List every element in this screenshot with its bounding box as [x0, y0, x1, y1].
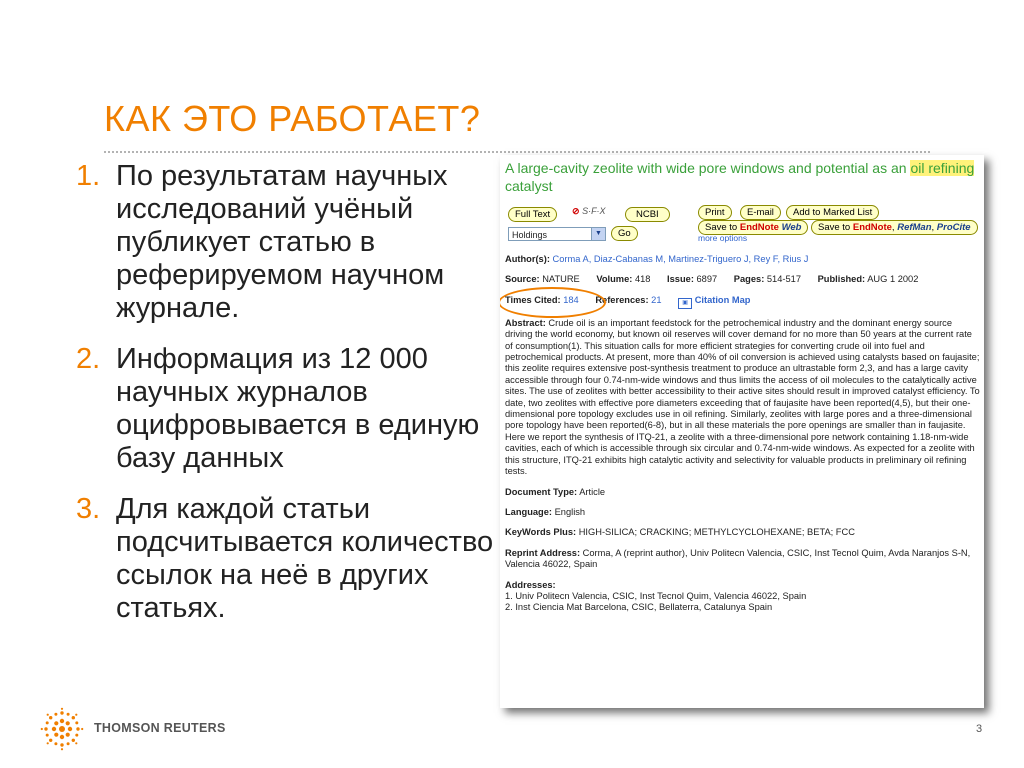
sfx-button[interactable]: [572, 204, 612, 218]
times-cited-link[interactable]: 184: [563, 294, 579, 305]
slide-title: КАК ЭТО РАБОТАЕТ?: [104, 98, 481, 139]
more-options-link[interactable]: more options: [698, 233, 748, 243]
pages-value: 514-517: [766, 274, 802, 285]
bullet-text: По результатам научных исследований учёный публикует статью в реферируемом научном журнале.: [116, 160, 448, 324]
add-to-marked-list-button[interactable]: Add to Marked List: [786, 205, 879, 220]
authors-links[interactable]: Corma A, Diaz-Cabanas M, Martinez-Triguero J, Rey F, Rius J: [552, 254, 809, 264]
volume-label: Volume:: [596, 274, 633, 285]
bullet-number: 2.: [76, 343, 101, 375]
reprint-address-row: [505, 548, 981, 571]
citation-map-link[interactable]: Citation Map: [694, 294, 751, 305]
article-title-text-end: catalyst: [505, 178, 553, 194]
article-title-highlight: oil refining: [910, 160, 975, 176]
document-type-row: [505, 487, 981, 498]
save-to-endnote-refman-procite-button[interactable]: Save to EndNote, RefMan, ProCite: [811, 220, 978, 235]
bullet-list: [76, 160, 496, 643]
web-label: Web: [781, 222, 802, 233]
record-toolbar: [505, 205, 981, 245]
abstract-label: Abstract:: [505, 317, 546, 328]
addresses-label: Addresses:: [505, 579, 556, 590]
language-value: English: [554, 506, 586, 517]
pages-label: Pages:: [733, 274, 765, 285]
language-label: Language:: [505, 506, 553, 517]
citations-row: [505, 295, 981, 309]
holdings-selected-value: Holdings: [512, 230, 548, 240]
sfx-logo-icon: ⊘: [572, 206, 580, 216]
references-label: References:: [595, 294, 649, 305]
bullet-item: [76, 493, 496, 625]
keywords-value: HIGH-SILICA; CRACKING; METHYLCYCLOHEXANE; BETA; FCC: [578, 527, 855, 538]
print-button[interactable]: Print: [698, 205, 732, 220]
brand-name: THOMSON REUTERS: [94, 721, 226, 735]
article-title[interactable]: [505, 159, 981, 195]
bullet-item: [76, 160, 496, 325]
reprint-address-label: Reprint Address:: [505, 547, 581, 558]
abstract-text: Crude oil is an important feedstock for the petrochemical industry and the dominant energy source driving the world economy, but known oil reserves will cover demand for no more than 50 years at the current rate of consumption(1). This situation calls for more efficient strategies for converting crude oil into fuel and petrochemical products. At present, more than 40% of oil conversion is achieved using catalysts based on faujasite; this zeolite requires extensive post-synthesis treatment to produce an ultrastable form 2,3, and has a large cavity accessible through four 0.74-nm-wide windows and thus limits the access of oil molecules to the catalytically active sites. The use of zeolites with better accessibility to their active sites should result in improved catalyst efficiency. To date, two zeolites with effective pore diameters exceeding that of faujasite have been reported(4,5), but their one-dimensional pore topology excludes use in oil refining. Similarly, zeolites with large pores and a three-dimensional pore topology have been reported(6-8), but in all these materials the pore openings are smaller than in faujasite. Here we report the synthesis of ITQ-21, a zeolite with a three-dimensional pore network containing 1.18-nm-wide cavities, each of which is accessible through six circular and 0.74-nm-wide windows. As expected for a zeolite with this structure, ITQ-21 exhibits high catalytic activity and selectivity for valuable products in preliminary oil refining tests.: [505, 317, 980, 477]
refman-label: RefMan: [897, 222, 932, 233]
language-row: [505, 507, 981, 518]
source-row: [505, 274, 981, 285]
bullet-text: Для каждой статьи подсчитывается количество ссылок на неё в других статьях.: [116, 493, 494, 624]
keywords-row: [505, 527, 981, 538]
issue-label: Issue:: [667, 274, 694, 285]
document-type-label: Document Type:: [505, 486, 578, 497]
references-link[interactable]: 21: [651, 294, 662, 305]
save-prefix: Save to: [818, 222, 851, 233]
thomson-reuters-logo-icon: [40, 707, 84, 751]
source-label: Source:: [505, 274, 540, 285]
authors-row: [505, 254, 981, 265]
sfx-label: S·F·X: [582, 206, 606, 216]
article-title-text: A large-cavity zeolite with wide pore windows and potential as an: [505, 160, 907, 176]
times-cited-label: Times Cited:: [505, 294, 561, 305]
endnote-label: EndNote: [739, 222, 779, 233]
addresses-block: [505, 580, 981, 614]
published-value: AUG 1 2002: [867, 274, 919, 285]
record-screenshot: [500, 155, 984, 708]
address-line: 2. Inst Ciencia Mat Barcelona, CSIC, Bellaterra, Catalunya Spain: [505, 602, 773, 613]
procite-label: ProCite: [936, 222, 971, 233]
chevron-down-icon: ▼: [591, 228, 605, 240]
reprint-address-value: Corma, A (reprint author), Univ Politecn Valencia, CSIC, Inst Tecnol Quim, Avda Naranjos S-N, Valencia 46022, Spain: [505, 547, 971, 570]
endnote-label: EndNote: [852, 222, 892, 233]
citation-map-icon: ▣: [678, 298, 692, 309]
ncbi-button[interactable]: NCBI: [625, 207, 670, 222]
source-value: NATURE: [542, 274, 580, 285]
holdings-select[interactable]: [508, 227, 606, 241]
address-line: 1. Univ Politecn Valencia, CSIC, Inst Tecnol Quim, Valencia 46022, Spain: [505, 590, 807, 601]
issue-value: 6897: [696, 274, 718, 285]
save-prefix: Save to: [705, 222, 738, 233]
published-label: Published:: [817, 274, 866, 285]
full-text-button[interactable]: Full Text: [508, 207, 557, 222]
title-divider: [104, 151, 930, 153]
go-button[interactable]: Go: [611, 226, 638, 241]
bullet-number: 3.: [76, 493, 101, 525]
highlight-oval: [500, 287, 606, 318]
document-type-value: Article: [579, 486, 606, 497]
email-button[interactable]: E-mail: [740, 205, 781, 220]
volume-value: 418: [634, 274, 651, 285]
page-number: 3: [976, 723, 983, 735]
bullet-number: 1.: [76, 160, 101, 192]
bullet-text: Информация из 12 000 научных журналов оцифровывается в единую базу данных: [116, 343, 480, 474]
authors-label: Author(s):: [505, 254, 550, 264]
abstract-block: [505, 318, 981, 478]
times-cited: [505, 295, 579, 306]
bullet-item: [76, 343, 496, 475]
keywords-label: KeyWords Plus:: [505, 527, 577, 538]
